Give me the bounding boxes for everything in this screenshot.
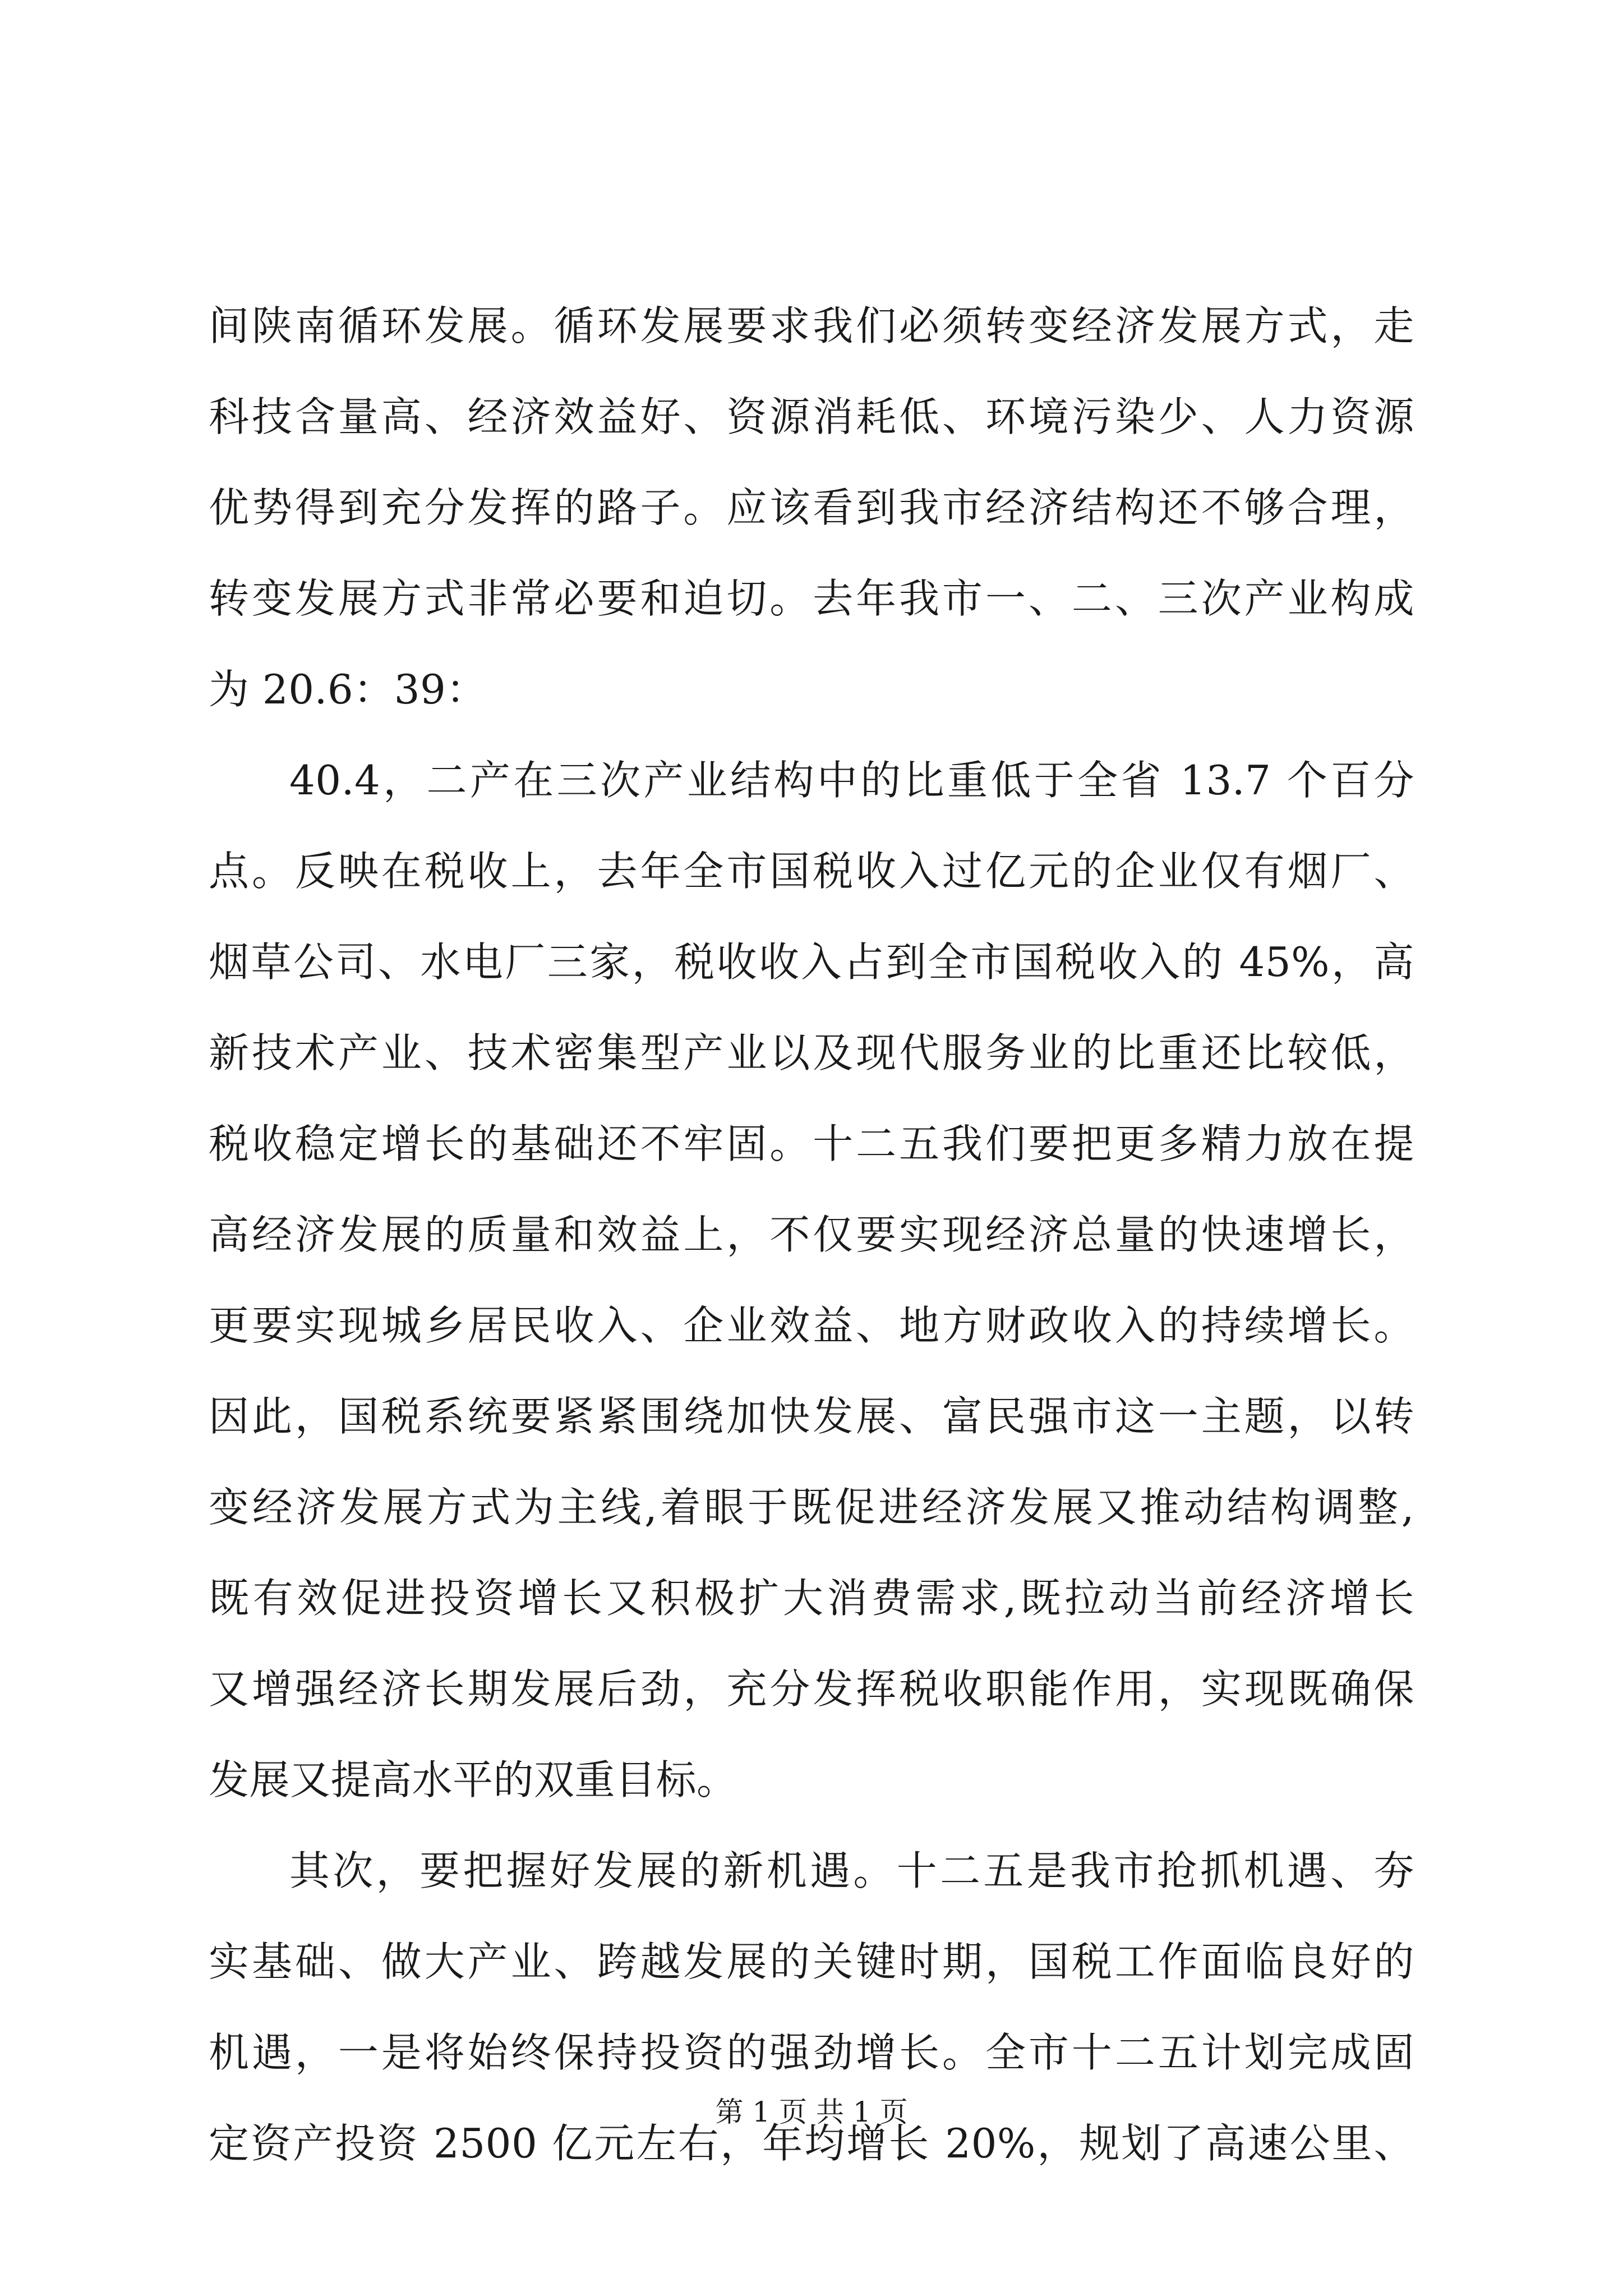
text-line: 既有效促进投资增长又积极扩大消费需求,既拉动当前经济增长 [209, 1575, 1414, 1622]
text-line: 点。反映在税收上，去年全市国税收入过亿元的企业仅有烟厂、 [209, 848, 1414, 895]
text-line: 又增强经济长期发展后劲，充分发挥税收职能作用，实现既确保 [209, 1665, 1414, 1713]
text-line: 实基础、做大产业、跨越发展的关键时期，国税工作面临良好的 [209, 1938, 1414, 1985]
text-line: 更要实现城乡居民收入、企业效益、地方财政收入的持续增长。 [209, 1302, 1414, 1349]
text-line: 转变发展方式非常必要和迫切。去年我市一、二、三次产业构成 [209, 575, 1414, 622]
text-line: 新技术产业、技术密集型产业以及现代服务业的比重还比较低， [209, 1029, 1414, 1076]
text-line: 其次，要把握好发展的新机遇。十二五是我市抢抓机遇、夯 [289, 1847, 1414, 1894]
text-line: 优势得到充分发挥的路子。应该看到我市经济结构还不够合理， [209, 484, 1414, 531]
page-footer: 第 1 页 共 1 页 [715, 2096, 908, 2128]
text-line: 变经济发展方式为主线,着眼于既促进经济发展又推动结构调整, [209, 1484, 1414, 1531]
document-body [209, 280, 1414, 2189]
text-line: 高经济发展的质量和效益上，不仅要实现经济总量的快速增长， [209, 1211, 1414, 1258]
text-line: 定资产投资 2500 亿元左右，年均增长 20%，规划了高速公里、 [209, 2120, 1414, 2167]
text-line: 为 20.6：39： [209, 666, 487, 713]
text-line: 机遇，一是将始终保持投资的强劲增长。全市十二五计划完成固 [209, 2029, 1414, 2076]
text-line: 因此，国税系统要紧紧围绕加快发展、富民强市这一主题，以转 [209, 1393, 1414, 1440]
text-line: 税收稳定增长的基础还不牢固。十二五我们要把更多精力放在提 [209, 1120, 1414, 1167]
text-line: 科技含量高、经济效益好、资源消耗低、环境污染少、人力资源 [209, 393, 1414, 440]
text-line: 发展又提高水平的双重目标。 [209, 1756, 737, 1803]
text-line: 烟草公司、水电厂三家，税收收入占到全市国税收入的 45%，高 [209, 938, 1414, 986]
text-line: 间陕南循环发展。循环发展要求我们必须转变经济发展方式，走 [209, 302, 1414, 349]
text-line: 40.4，二产在三次产业结构中的比重低于全省 13.7 个百分 [289, 757, 1414, 804]
